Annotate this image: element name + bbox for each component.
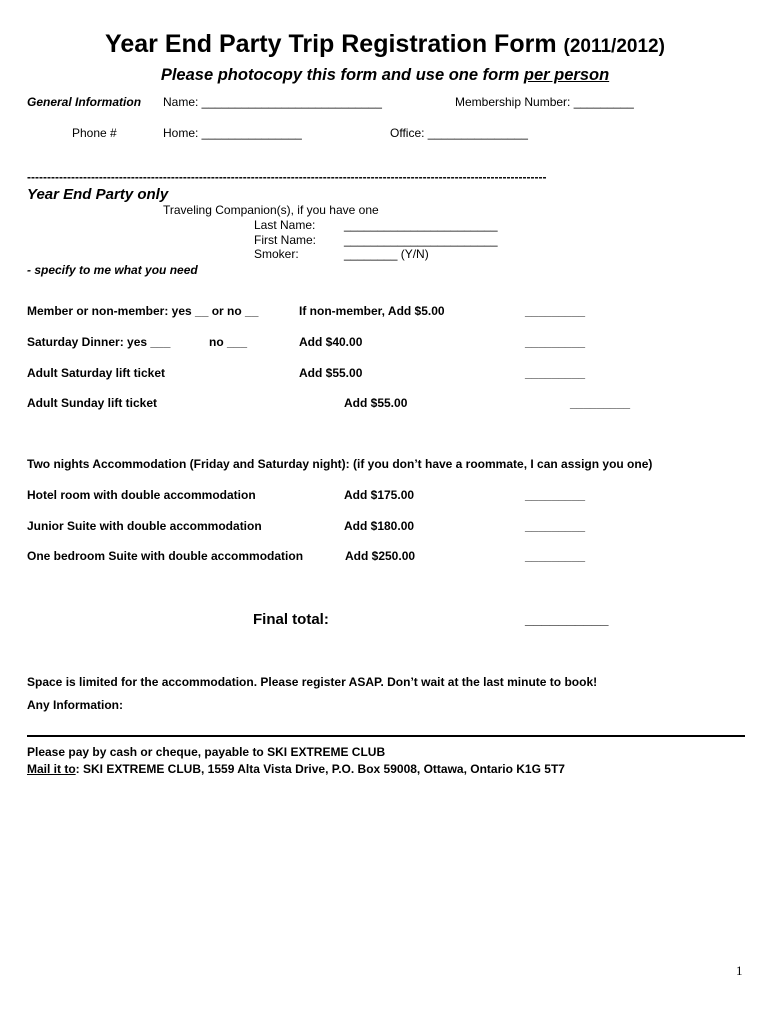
last-name-field[interactable]: _______________________ [344, 218, 498, 232]
companion-intro: Traveling Companion(s), if you have one [163, 203, 379, 217]
final-total-label: Final total: [253, 611, 329, 628]
dashed-divider: ---------------------------------------------------------------------------------------------------------------------------------- [27, 170, 547, 184]
title-year: (2011/2012) [563, 36, 665, 57]
space-limited-note: Space is limited for the accommodation. Please register ASAP. Don’t wait at the last minute to book! [27, 675, 598, 689]
general-info-label: General Information [27, 95, 142, 109]
smoker-label: Smoker: [254, 247, 299, 261]
subtitle-underlined: per person [523, 66, 610, 84]
accommodation-heading: Two nights Accommodation (Friday and Saturday night): (if you don’t have a roommate, I can assign you one) [27, 457, 653, 471]
payment-instruction: Please pay by cash or cheque, payable to SKI EXTREME CLUB [27, 745, 386, 759]
party-heading: Year End Party only [27, 186, 169, 203]
hotel-room-price: Add $175.00 [344, 488, 415, 502]
saturday-lift-label: Adult Saturday lift ticket [27, 366, 166, 380]
junior-suite-price: Add $180.00 [344, 519, 415, 533]
mail-label: Mail it to [27, 762, 76, 776]
dinner-amount-field[interactable]: _________ [525, 335, 586, 349]
member-question: Member or non-member: yes __ or no __ [27, 304, 259, 318]
sunday-lift-amount-field[interactable]: _________ [570, 396, 631, 410]
title-text: Year End Party Trip Registration Form [105, 30, 557, 58]
any-information-label[interactable]: Any Information: [27, 698, 123, 712]
mail-address [27, 762, 565, 776]
saturday-lift-amount-field[interactable]: _________ [525, 366, 586, 380]
dinner-no-option: no ___ [209, 335, 248, 349]
horizontal-rule [27, 735, 745, 737]
smoker-field[interactable]: ________ (Y/N) [344, 247, 429, 261]
junior-suite-amount-field[interactable]: _________ [525, 519, 586, 533]
last-name-label: Last Name: [254, 218, 316, 232]
one-bedroom-suite-price: Add $250.00 [345, 549, 416, 563]
one-bedroom-suite-label: One bedroom Suite with double accommodation [27, 549, 304, 563]
member-amount-field[interactable]: _________ [525, 304, 586, 318]
office-phone-field[interactable]: Office: _______________ [390, 126, 528, 140]
one-bedroom-suite-amount-field[interactable]: _________ [525, 549, 586, 563]
member-add-price: If non-member, Add $5.00 [299, 304, 445, 318]
phone-label: Phone # [72, 126, 117, 140]
final-total-field[interactable]: __________ [525, 611, 609, 628]
hotel-room-amount-field[interactable]: _________ [525, 488, 586, 502]
home-phone-field[interactable]: Home: _______________ [163, 126, 302, 140]
first-name-label: First Name: [254, 233, 317, 247]
specify-note: - specify to me what you need [27, 263, 198, 277]
junior-suite-label: Junior Suite with double accommodation [27, 519, 262, 533]
form-subtitle [0, 66, 770, 85]
mail-address-text: : SKI EXTREME CLUB, 1559 Alta Vista Drive, P.O. Box 59008, Ottawa, Ontario K1G 5T7 [75, 762, 565, 776]
dinner-add-price: Add $40.00 [299, 335, 363, 349]
dinner-question: Saturday Dinner: yes ___ [27, 335, 171, 349]
form-title [0, 30, 770, 59]
sunday-lift-label: Adult Sunday lift ticket [27, 396, 158, 410]
saturday-lift-price: Add $55.00 [299, 366, 363, 380]
membership-number-field[interactable]: Membership Number: _________ [455, 95, 634, 109]
hotel-room-label: Hotel room with double accommodation [27, 488, 256, 502]
sunday-lift-price: Add $55.00 [344, 396, 408, 410]
name-field[interactable]: Name: ___________________________ [163, 95, 382, 109]
first-name-field[interactable]: _______________________ [344, 233, 498, 247]
page-number: 1 [736, 963, 743, 978]
subtitle-text: Please photocopy this form and use one form [160, 66, 524, 84]
